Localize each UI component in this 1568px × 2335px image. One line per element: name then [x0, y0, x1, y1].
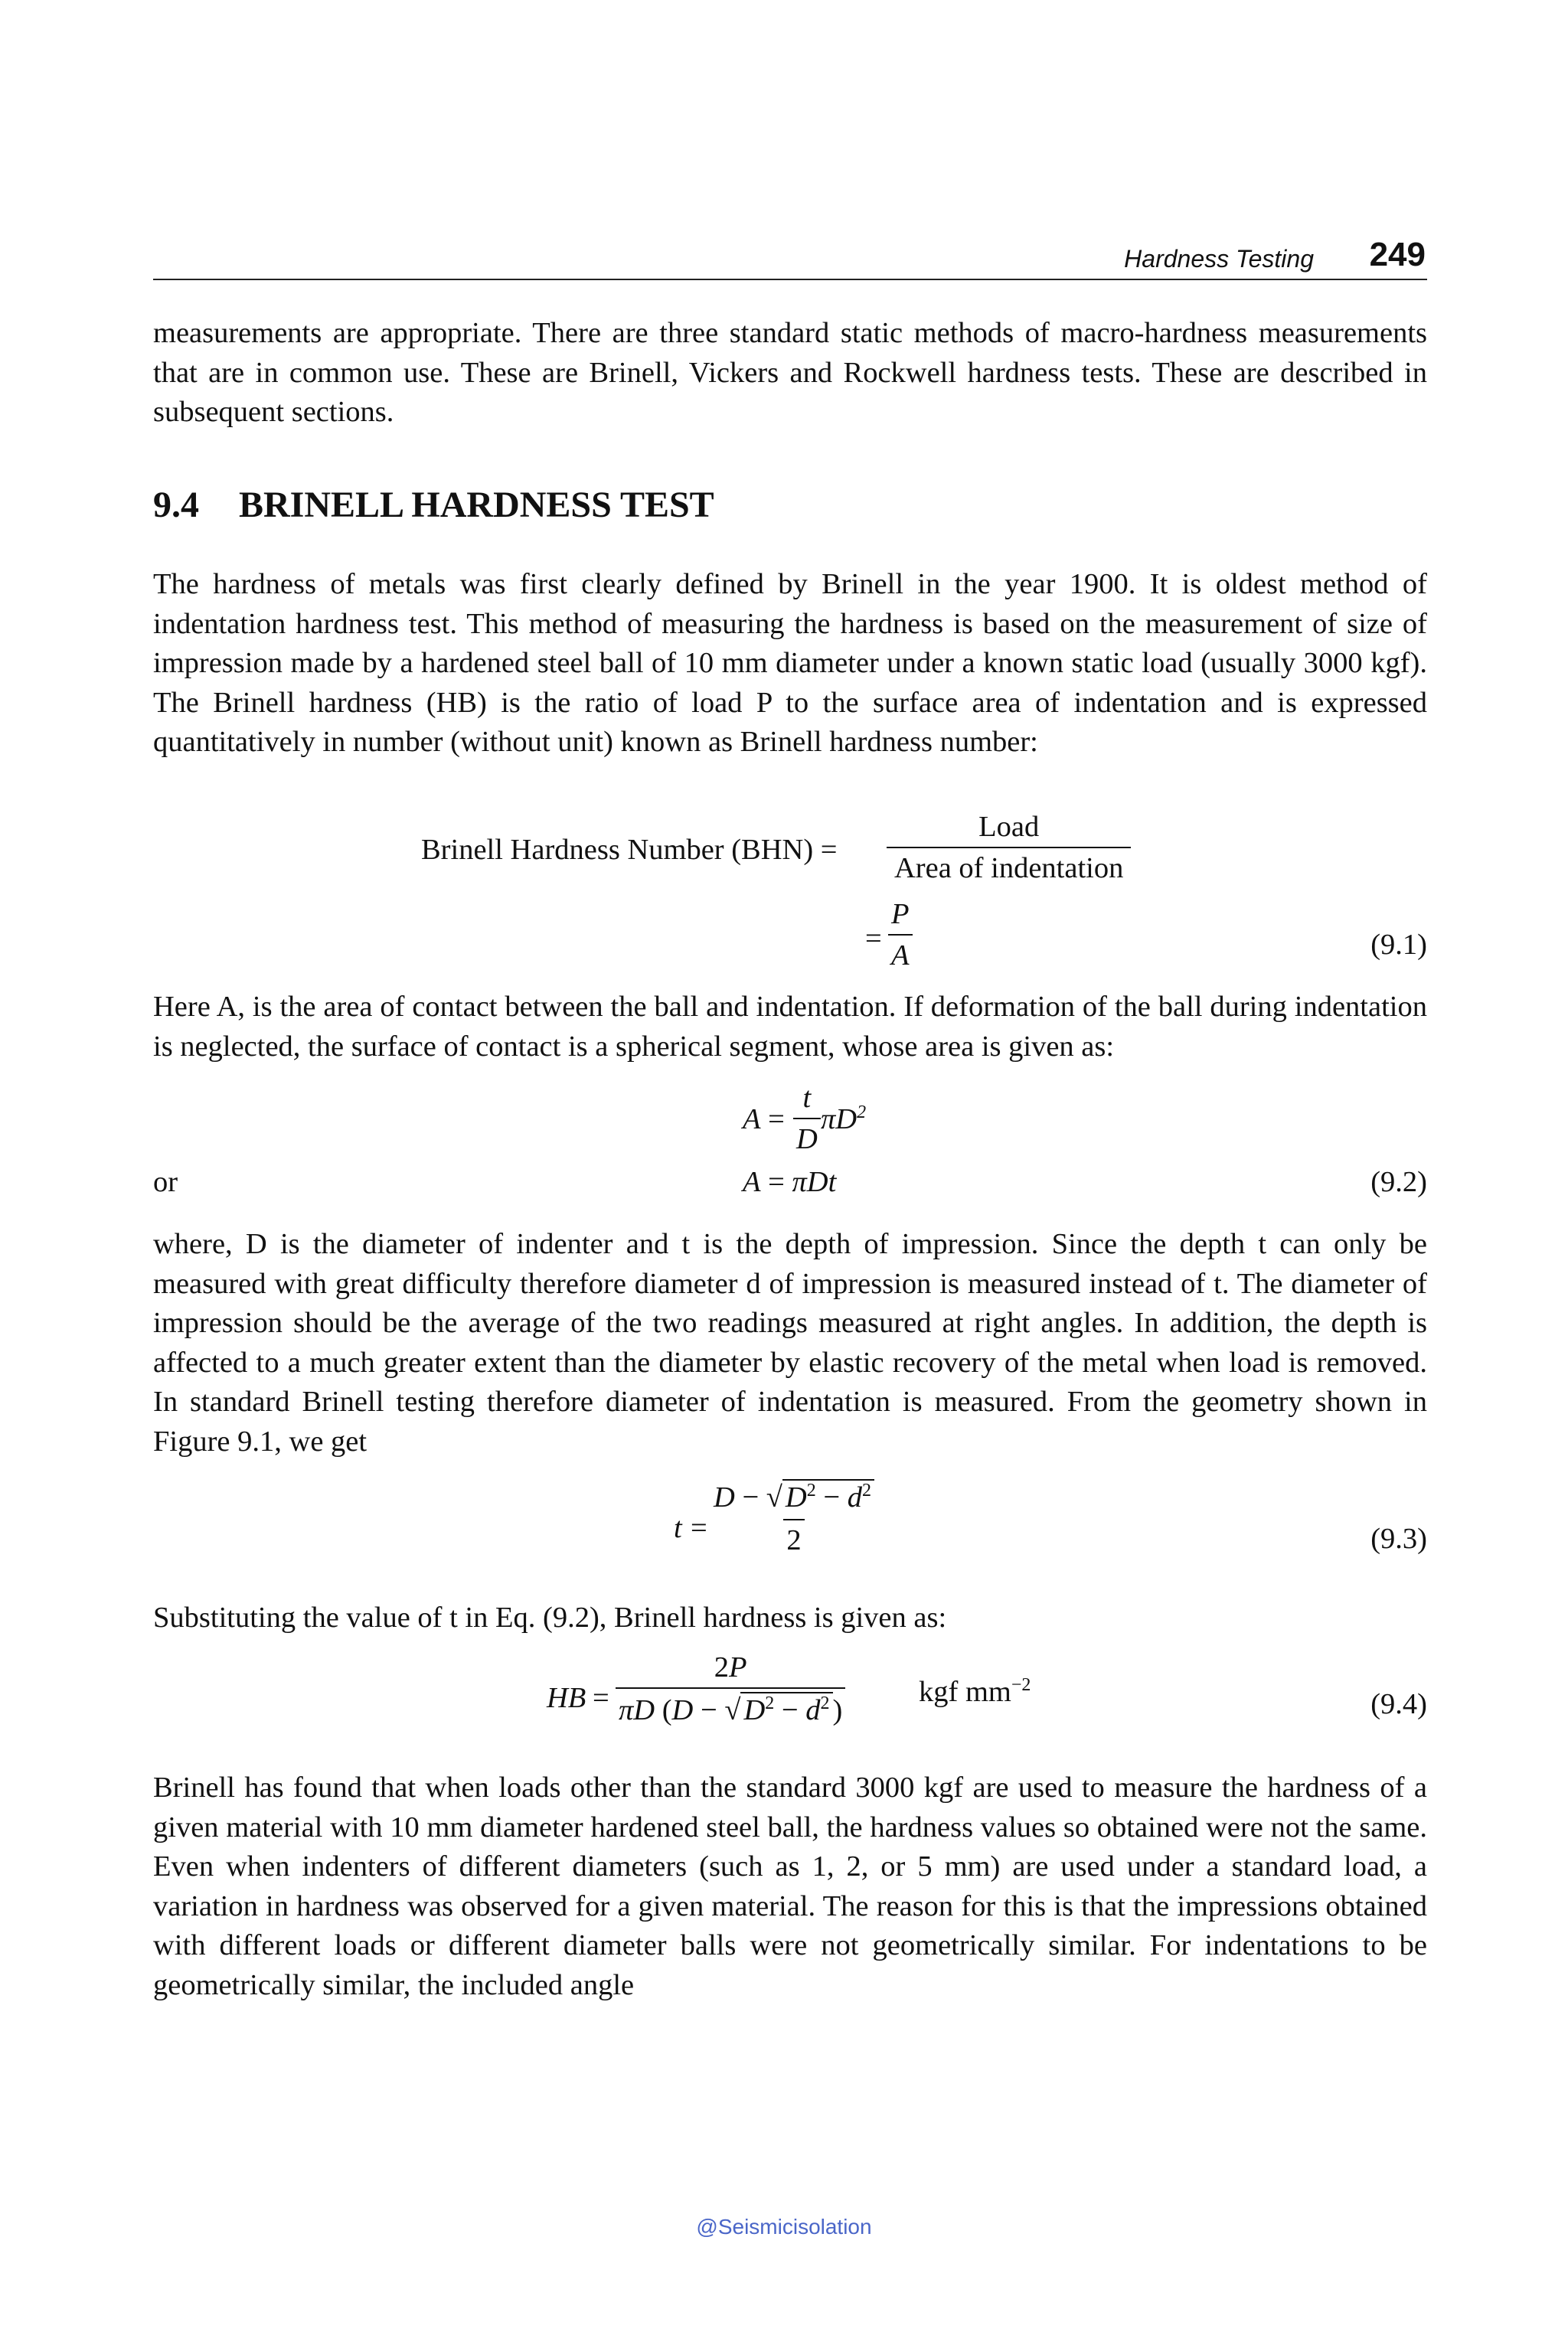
- section-heading: [153, 484, 714, 526]
- equation-label-9-1: (9.1): [1370, 929, 1427, 961]
- bhn-fraction: [887, 810, 1131, 886]
- equation-9-4: HB = $\frac{2P}{\pi D (D - √ D^2 - d^2 )}$ kgf $mm^{-2}$ (9.4): [547, 1651, 1427, 1727]
- equation-9-1: = $\frac{P}{A}$ (9.1): [865, 898, 1427, 972]
- paragraph-depth-measurement: where, D is the diameter of indenter and t is the depth of impression. Since the depth t can only be measured with great difficulty therefore diameter d of impression is measured instead of t. The diameter of impression should be the average of the two readings measured at right angles. In addition, the depth is affected to a much greater extent than the diameter by elastic recovery of the metal when load is removed. In standard Brinell testing therefore diameter of indentation is measured. From the geometry shown in Figure 9.1, we get: [153, 1228, 1427, 1458]
- page-number: 249: [1369, 236, 1426, 273]
- equation-label-9-4: (9.4): [1370, 1688, 1427, 1720]
- paragraph-brinell-definition: The hardness of metals was first clearly defined by Brinell in the year 1900. It is oldest method of indentation hardness test. This method of measuring the hardness is based on the measurement of size of impression made by a hardened steel ball of 10 mm diameter under a known static load (usually 3000 kgf). The Brinell hardness (HB) is the ratio of load P to the surface area of indentation and is expressed quantitatively in number (without unit) known as Brinell hardness number:: [153, 568, 1427, 759]
- section-number: 9.4: [153, 485, 199, 525]
- section-title: BRINELL HARDNESS TEST: [239, 485, 714, 525]
- p-over-a-fraction: [888, 897, 913, 973]
- equation-label-9-3: (9.3): [1370, 1523, 1427, 1555]
- running-title: Hardness Testing: [1124, 245, 1314, 273]
- equation-unit: kgf $mm^{-2}$: [919, 1675, 1031, 1708]
- a-symbol: A: [888, 934, 913, 972]
- equation-bhn-definition: [153, 810, 1427, 894]
- bhn-numerator: Load: [978, 811, 1040, 843]
- paragraph-substituting: Substituting the value of t in Eq. (9.2), Brinell hardness is given as:: [153, 1602, 947, 1634]
- watermark: @Seismicisolation: [696, 2215, 872, 2239]
- bhn-lhs: Brinell Hardness Number (BHN) =: [421, 834, 838, 866]
- paragraph-geometric-similarity: Brinell has found that when loads other than the standard 3000 kgf are used to measure the hardness of a given material with 10 mm diameter hardened steel ball, the hardness values so obtained were not the same. Even when indenters of different diameters (such as 1, 2, or 5 mm) are used under a standard load, a variation in hardness was observed for a given material. The reason for this is that the impressions obtained with different loads or different diameter balls were not geometrically similar. For indentations to be geometrically similar, the included angle: [153, 1772, 1427, 2001]
- equation-area-spherical: A = $\frac{t}{D}$ $\pi D^2$: [743, 1082, 867, 1156]
- or-word: or: [153, 1166, 178, 1198]
- running-header: [153, 234, 1427, 280]
- p-symbol: P: [891, 898, 910, 930]
- equation-9-3: t = $\frac{D - √ D^2 - d^2}{2}$ (9.3): [153, 1476, 1427, 1592]
- paragraph-contact-area: Here A, is the area of contact between the ball and indentation. If deformation of the ball during indentation is neglected, the surface of contact is a spherical segment, whose area is given as:: [153, 991, 1427, 1063]
- equation-9-2: or A = πDt (9.2): [153, 1166, 1427, 1198]
- bhn-denominator: Area of indentation: [887, 847, 1131, 885]
- paragraph-intro: measurements are appropriate. There are three standard static methods of macro-hardness measurements that are in common use. These are Brinell, Vickers and Rockwell hardness tests. These are described in subsequent sections.: [153, 317, 1427, 429]
- equation-label-9-2: (9.2): [1370, 1166, 1427, 1198]
